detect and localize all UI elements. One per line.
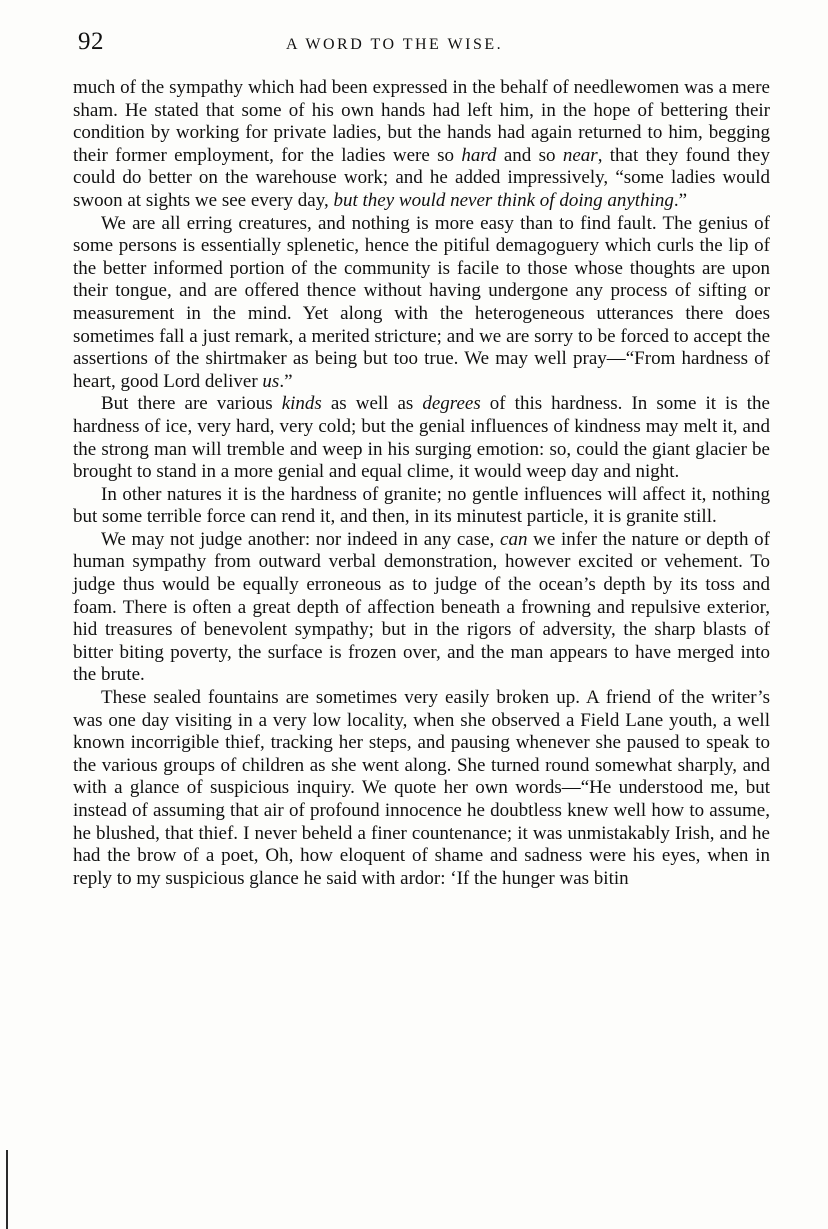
text-run: .”	[673, 189, 688, 211]
text-run: But there are various	[101, 393, 282, 415]
paragraph	[73, 77, 770, 213]
page-header	[78, 28, 772, 58]
text-run: .”	[279, 370, 293, 392]
text-run: We are all erring creatures, and nothing is more easy than to find fault. The genius of some persons is essentially splenetic, hence the pitiful demagoguery which curls the lip of the better informed portion of the community is facile to those whose thoughts are upon their tongue, and are offered thence without having undergone any process of sifting or measurement in the mind. Yet along with the heterogeneous utterances there does sometimes fall a just remark, a merited stricture; and we are sorry to be forced to accept the assertions of the shirtmaker as being but too true. We may well pray—“From hardness of heart, good Lord deliver	[73, 212, 770, 392]
paragraph	[73, 393, 770, 483]
body-text	[73, 77, 770, 890]
text-run: These sealed fountains are sometimes very easily broken up. A friend of the writer’s was one day visiting in a very low locality, when she observed a Field Lane youth, a well known incorrigible thief, tracking her steps, and pausing whenever she paused to speak to the various groups of children as she went along. She turned round somewhat sharply, and with a glance of suspicious inquiry. We quote her own words—“He understood me, but instead of assuming that air of profound innocence he doubtless knew well how to assume, he blushed, that thief. I never beheld a finer countenance; it was unmistakably Irish, and he had the brow of a poet, Oh, how eloquent of shame and sadness were his eyes, when in reply to my suspicious glance he said with ardor: ‘If the hunger was bitin	[73, 687, 770, 889]
text-run: and so	[496, 144, 563, 166]
running-title: A WORD TO THE WISE.	[286, 36, 504, 53]
italic-text: hard	[461, 144, 497, 166]
italic-text: near	[562, 144, 598, 166]
italic-text: but they would never think of doing anything	[333, 189, 674, 211]
page-number: 92	[78, 28, 104, 55]
italic-text: us	[262, 370, 280, 392]
paragraph	[73, 484, 770, 529]
text-run: We may not judge another: nor indeed in any case,	[101, 528, 501, 550]
paragraph	[73, 529, 770, 687]
text-run: In other natures it is the hardness of granite; no gentle influences will affect it, nothing but some terrible force can rend it, and then, in its minutest particle, it is granite still.	[73, 483, 770, 528]
paragraph	[73, 213, 770, 394]
paragraph	[73, 687, 770, 890]
italic-text: degrees	[422, 393, 481, 415]
italic-text: can	[500, 528, 528, 550]
text-run: much of the sympathy which had been expressed in the behalf of needlewomen was a mere sham. He stated that some of his own hands had left him, in the hope of bettering their condition by working for private ladies, but the hands had again returned to him, begging their former employment, for the ladies were so	[73, 77, 770, 166]
text-run: we infer the nature or depth of human sympathy from outward verbal demonstration, however excited or vehement. To judge thus would be equally erroneous as to judge of the ocean’s depth by its toss and foam. There is often a great depth of affection beneath a frowning and repulsive exterior, hid treasures of benevolent sympathy; but in the rigors of adversity, the sharp blasts of bitter biting poverty, the surface is frozen over, and the man appears to have merged into the brute.	[73, 528, 770, 686]
text-run: of this hardness. In some it is the hardness of ice, very hard, very cold; but the genial influences of kindness may melt it, and the strong man will tremble and weep in his surging emotion: so, could the giant glacier be brought to stand in a more genial and equal clime, it would weep day and night.	[73, 393, 770, 483]
text-run: as well as	[321, 393, 423, 415]
gutter-rule	[6, 1150, 8, 1229]
text-run: , that they found they could do better on the warehouse work; and he added impressively, “some ladies would swoon at sights we see every day,	[73, 144, 770, 211]
italic-text: kinds	[281, 393, 322, 415]
